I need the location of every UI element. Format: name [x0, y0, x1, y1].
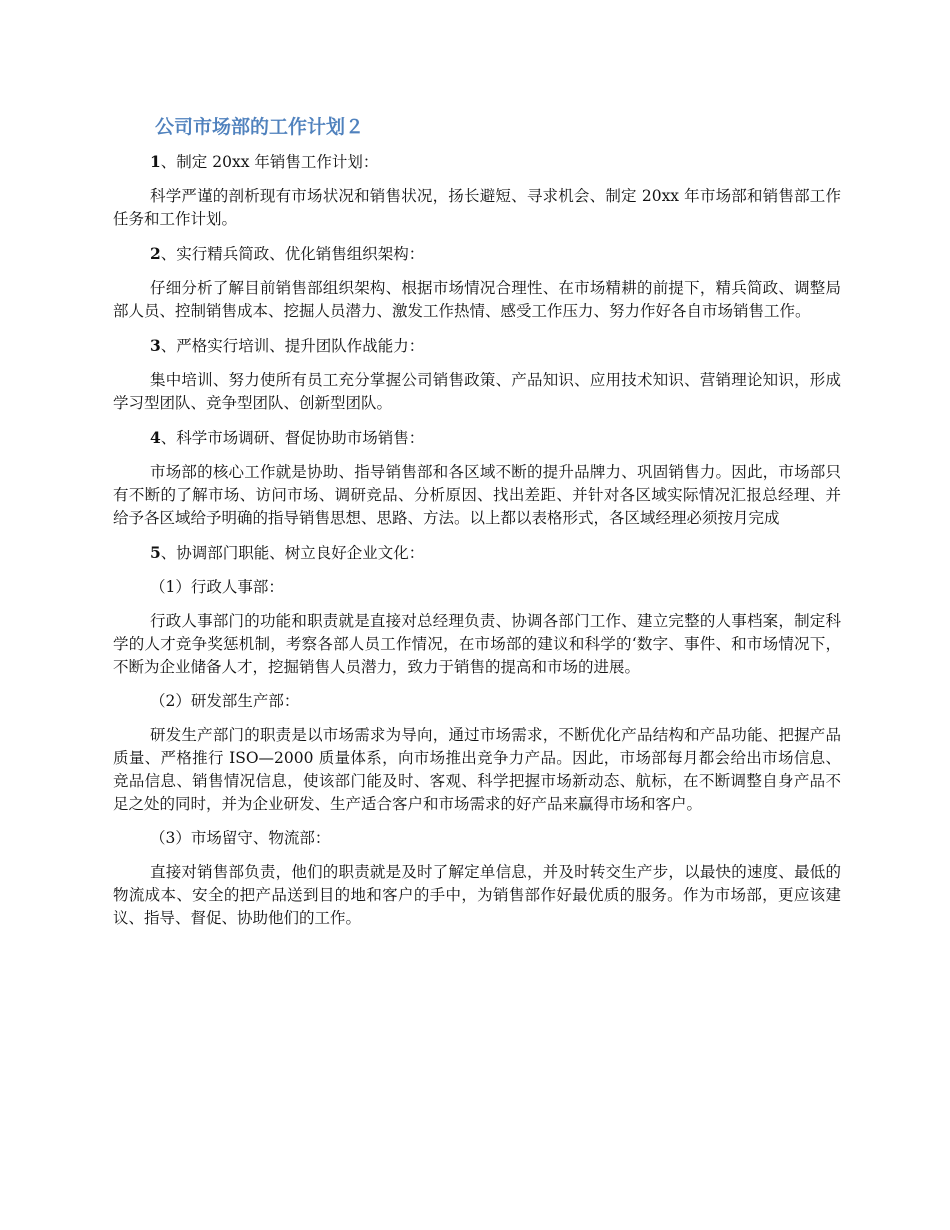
subsection-body-3: 直接对销售部负责，他们的职责就是及时了解定单信息，并及时转交生产步，以最快的速度、最低的物流成本、安全的把产品送到目的地和客户的手中，为销售部作好最优质的服务。作为市场部，更应该建议、指导、督促、协助他们的工作。 [113, 863, 841, 927]
section-heading-2 [113, 242, 841, 266]
section-body-1: 科学严谨的剖析现有市场状况和销售状况，扬长避短、寻求机会、制定 20xx 年市场部和销售部工作任务和工作计划。 [113, 187, 841, 228]
section-heading-5 [113, 541, 841, 565]
section-heading-text: 、科学市场调研、督促协助市场销售： [160, 429, 425, 447]
page-title: 公司市场部的工作计划２ [155, 116, 365, 138]
section-heading-text: 、实行精兵简政、优化销售组织架构： [160, 245, 425, 263]
section-heading-4 [113, 426, 841, 450]
section-number: 1 [150, 152, 161, 171]
subsection-label-1: （1）行政人事部： [150, 578, 284, 596]
section-body-4: 市场部的核心工作就是协助、指导销售部和各区域不断的提升品牌力、巩固销售力。因此，市场部只有不断的了解市场、访问市场、调研竞品、分析原因、找出差距、并针对各区域实际情况汇报总经理、并给予各区域给予明确的指导销售思想、思路、方法。以上都以表格形式，各区域经理必须按月完成 [113, 463, 841, 527]
subsection-body-1: 行政人事部门的功能和职责就是直接对总经理负责、协调各部门工作、建立完整的人事档案，制定科学的人才竞争奖惩机制，考察各部人员工作情况，在市场部的建议和科学的‘数字、事件、和市场情况下，不断为企业储备人才，挖掘销售人员潜力，致力于销售的提高和市场的进展。 [113, 612, 841, 676]
subsection-body-2: 研发生产部门的职责是以市场需求为导向，通过市场需求，不断优化产品结构和产品功能、把握产品质量、严格推行 ISO—2000 质量体系，向市场推出竞争力产品。因此，市场部每月都会给出市场信息、竞品信息、销售情况信息，使该部门能及时、客观、科学把握市场新动态、航标，在不断调整自身产品不足之处的同时，并为企业研发、生产适合客户和市场需求的好产品来赢得市场和客户。 [113, 726, 841, 813]
section-heading-3 [113, 334, 841, 358]
section-heading-text: 、严格实行培训、提升团队作战能力： [160, 337, 425, 355]
subsection-label-2: （2）研发部生产部： [150, 692, 300, 710]
subsection-label-3: （3）市场留守、物流部： [150, 829, 331, 847]
section-heading-text: 、制定 20xx 年销售工作计划： [160, 153, 379, 171]
section-heading-text: 、协调部门职能、树立良好企业文化： [160, 544, 425, 562]
section-body-2: 仔细分析了解目前销售部组织架构、根据市场情况合理性、在市场精耕的前提下，精兵简政、调整局部人员、控制销售成本、挖掘人员潜力、激发工作热情、感受工作压力、努力作好各自市场销售工作。 [113, 279, 841, 320]
section-body-3: 集中培训、努力使所有员工充分掌握公司销售政策、产品知识、应用技术知识、营销理论知识，形成学习型团队、竞争型团队、创新型团队。 [113, 371, 841, 412]
section-number: 2 [150, 244, 161, 263]
document-body [113, 150, 841, 941]
section-number: 4 [150, 428, 161, 447]
section-heading-1 [113, 150, 841, 174]
section-number: 3 [150, 336, 161, 355]
section-number: 5 [150, 543, 161, 562]
